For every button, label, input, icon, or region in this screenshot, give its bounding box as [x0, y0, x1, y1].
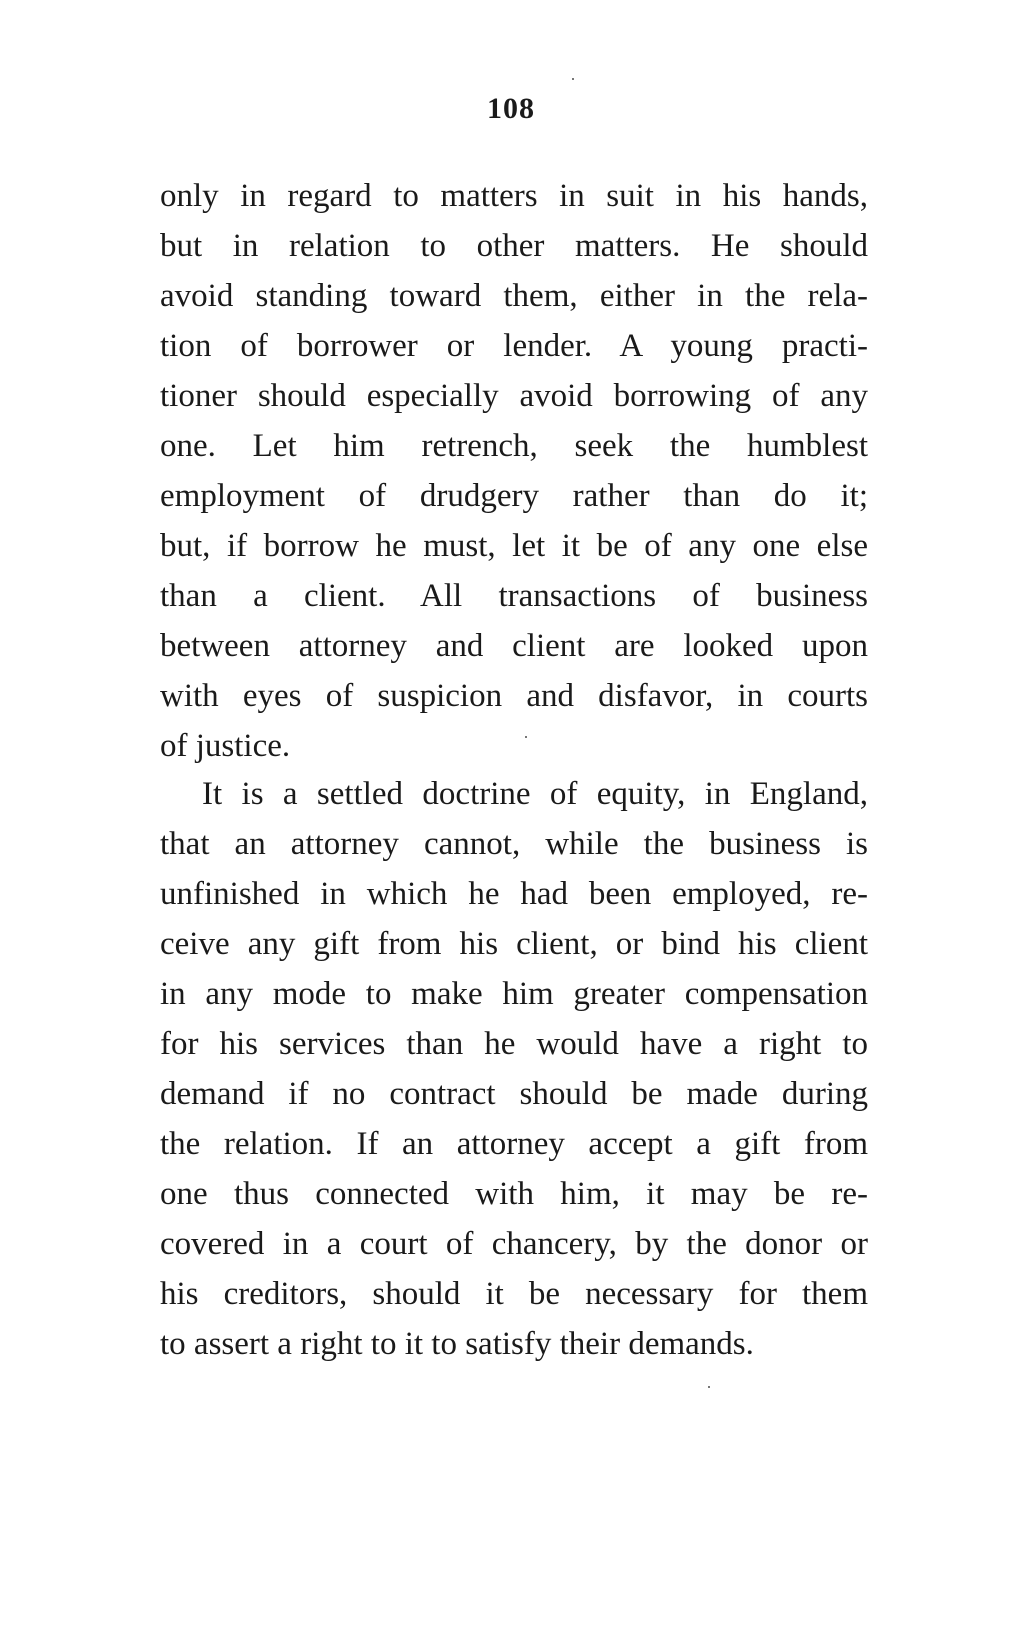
text-line: but in relation to other matters. He should — [160, 228, 868, 264]
text-line: only in regard to matters in suit in his hands, — [160, 178, 868, 214]
paper-speck — [572, 78, 574, 80]
page-number: 108 — [487, 92, 535, 125]
text-line: unfinished in which he had been employed, re- — [160, 876, 868, 912]
paragraph-1 — [160, 171, 868, 771]
text-line: but, if borrow he must, let it be of any one else — [160, 528, 868, 564]
text-line: employment of drudgery rather than do it; — [160, 478, 868, 514]
text-line: that an attorney cannot, while the business is — [160, 826, 868, 862]
text-line: his creditors, should it be necessary for them — [160, 1276, 868, 1312]
text-line: one thus connected with him, it may be re- — [160, 1176, 868, 1212]
text-line: one. Let him retrench, seek the humblest — [160, 428, 868, 464]
text-line: tion of borrower or lender. A young practi- — [160, 328, 868, 364]
text-line: with eyes of suspicion and disfavor, in courts — [160, 678, 868, 714]
text-line: ceive any gift from his client, or bind his client — [160, 926, 868, 962]
text-line: demand if no contract should be made during — [160, 1076, 868, 1112]
paragraph-2 — [160, 769, 868, 1369]
text-line: the relation. If an attorney accept a gift from — [160, 1126, 868, 1162]
paper-speck — [525, 736, 527, 738]
text-line: in any mode to make him greater compensation — [160, 976, 868, 1012]
text-line: avoid standing toward them, either in the rela- — [160, 278, 868, 314]
paper-speck — [708, 1386, 710, 1388]
text-line: tioner should especially avoid borrowing of any — [160, 378, 868, 414]
text-line: than a client. All transactions of business — [160, 578, 868, 614]
text-line: of justice. — [160, 728, 291, 764]
text-line: It is a settled doctrine of equity, in England, — [202, 776, 868, 812]
text-line: to assert a right to it to satisfy their demands. — [160, 1326, 754, 1362]
text-line: between attorney and client are looked upon — [160, 628, 868, 664]
text-line: covered in a court of chancery, by the donor or — [160, 1226, 868, 1262]
text-line: for his services than he would have a right to — [160, 1026, 868, 1062]
